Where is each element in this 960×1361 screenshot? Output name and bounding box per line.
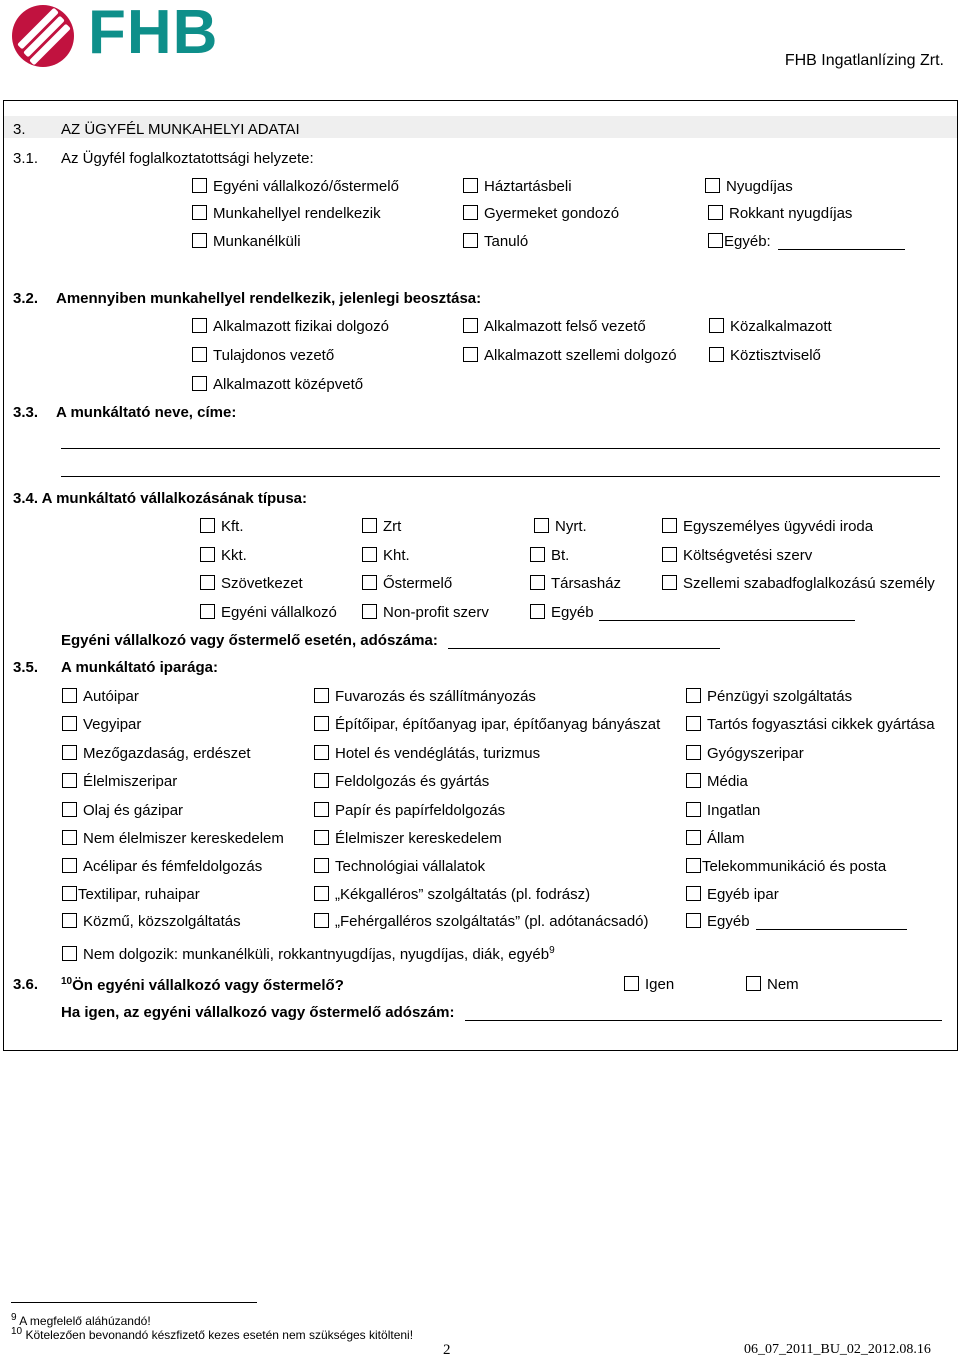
industry-option[interactable]: Élelmiszeripar — [62, 773, 177, 790]
logo-mark — [12, 5, 74, 67]
industry-option[interactable]: Hotel és vendéglátás, turizmus — [314, 745, 540, 762]
industry-other-line[interactable] — [756, 929, 907, 930]
document-code: 06_07_2011_BU_02_2012.08.16 — [744, 1342, 931, 1357]
employment-option[interactable]: Munkahellyel rendelkezik — [192, 205, 381, 222]
checkbox[interactable] — [314, 802, 329, 817]
industry-option[interactable]: Vegyipar — [62, 716, 141, 733]
company-type-option[interactable]: Költségvetési szerv — [662, 547, 812, 564]
checkbox[interactable] — [686, 773, 701, 788]
checkbox[interactable] — [200, 518, 215, 533]
checkbox[interactable] — [686, 858, 701, 873]
checkbox[interactable] — [686, 913, 701, 928]
checkbox[interactable] — [200, 604, 215, 619]
industry-option[interactable]: Ingatlan — [686, 802, 760, 819]
industry-option[interactable]: Gyógyszeripar — [686, 745, 804, 762]
position-option[interactable]: Tulajdonos vezető — [192, 347, 334, 364]
checkbox[interactable] — [686, 745, 701, 760]
section-3-5-title: A munkáltató iparága: — [61, 659, 218, 676]
employment-option-other[interactable]: Egyéb: — [708, 233, 771, 250]
checkbox[interactable] — [192, 205, 207, 220]
checkbox[interactable] — [708, 233, 723, 248]
company-type-option[interactable]: Bt. — [530, 547, 569, 564]
industry-option[interactable]: „Kékgalléros” szolgáltatás (pl. fodrász) — [314, 886, 590, 903]
tax-number-label: Ha igen, az egyéni vállalkozó vagy őstermelő adószám: — [61, 1004, 455, 1021]
checkbox[interactable] — [62, 802, 77, 817]
industry-option[interactable]: Acélipar és fémfeldolgozás — [62, 858, 262, 875]
checkbox[interactable] — [200, 575, 215, 590]
industry-option[interactable]: Állam — [686, 830, 745, 847]
position-option[interactable]: Köztisztviselő — [709, 347, 821, 364]
industry-option-other[interactable]: Egyéb — [686, 913, 750, 930]
position-option[interactable]: Alkalmazott felső vezető — [463, 318, 646, 335]
section-3-number: 3. — [13, 121, 26, 138]
checkbox[interactable] — [662, 518, 677, 533]
checkbox[interactable] — [530, 575, 545, 590]
company-type-option[interactable]: Szövetkezet — [200, 575, 303, 592]
checkbox[interactable] — [463, 318, 478, 333]
checkbox[interactable] — [192, 233, 207, 248]
checkbox[interactable] — [192, 178, 207, 193]
checkbox[interactable] — [686, 886, 701, 901]
checkbox[interactable] — [530, 604, 545, 619]
checkbox[interactable] — [62, 830, 77, 845]
section-3-title: AZ ÜGYFÉL MUNKAHELYI ADATAI — [61, 121, 300, 138]
industry-option[interactable]: Textilipar, ruhaipar — [62, 886, 200, 903]
checkbox[interactable] — [200, 547, 215, 562]
footnote-9: $^9$ A megfelelő aláhúzandó! — [11, 1312, 151, 1328]
page-number: 2 — [443, 1342, 451, 1358]
checkbox[interactable] — [314, 858, 329, 873]
industry-option[interactable]: „Fehérgalléros szolgáltatás” (pl. adótanácsadó) — [314, 913, 649, 930]
checkbox[interactable] — [662, 575, 677, 590]
section-3-1-title: Az Ügyfél foglalkoztatottsági helyzete: — [61, 150, 314, 167]
sole-trader-tax-line[interactable] — [448, 648, 720, 649]
company-type-option[interactable]: Non-profit szerv — [362, 604, 489, 621]
industry-option[interactable]: Mezőgazdaság, erdészet — [62, 745, 251, 762]
checkbox[interactable] — [530, 547, 545, 562]
not-working-option[interactable]: Nem dolgozik: munkanélküli, rokkantnyugdíjas, nyugdíjas, diák, egyéb$^9$ — [62, 945, 555, 963]
section-3-3-title: A munkáltató neve, címe: — [56, 404, 237, 421]
checkbox[interactable] — [192, 347, 207, 362]
industry-option[interactable]: Pénzügyi szolgáltatás — [686, 688, 852, 705]
company-type-option[interactable]: Kft. — [200, 518, 244, 535]
industry-option[interactable]: Építőipar, építőanyag ipar, építőanyag bányászat — [314, 716, 660, 733]
section-3-6-question: $^{10}$Ön egyéni vállalkozó vagy őstermelő? — [61, 976, 344, 994]
checkbox[interactable] — [62, 913, 77, 928]
checkbox[interactable] — [314, 716, 329, 731]
industry-option[interactable]: Technológiai vállalatok — [314, 858, 485, 875]
section-3-6-number: 3.6. — [13, 976, 39, 993]
checkbox[interactable] — [362, 518, 377, 533]
section-3-2-title: Amennyiben munkahellyel rendelkezik, jelenlegi beosztása: — [56, 290, 482, 307]
checkbox[interactable] — [62, 858, 77, 873]
checkbox[interactable] — [746, 976, 761, 991]
company-type-other-line[interactable] — [599, 620, 855, 621]
section-3-3-number: 3.3. — [13, 404, 39, 421]
company-type-option[interactable]: Őstermelő — [362, 575, 452, 592]
tax-number-line[interactable] — [465, 1020, 942, 1021]
industry-option[interactable]: Papír és papírfeldolgozás — [314, 802, 505, 819]
checkbox[interactable] — [362, 604, 377, 619]
employer-input-line-1[interactable] — [61, 448, 940, 449]
checkbox[interactable] — [705, 178, 720, 193]
employment-option[interactable]: Tanuló — [463, 233, 528, 250]
checkbox[interactable] — [314, 688, 329, 703]
checkbox[interactable] — [686, 830, 701, 845]
company-type-option[interactable]: Nyrt. — [534, 518, 587, 535]
checkbox[interactable] — [314, 886, 329, 901]
industry-option[interactable]: Tartós fogyasztási cikkek gyártása — [686, 716, 935, 733]
position-option[interactable]: Alkalmazott szellemi dolgozó — [463, 347, 677, 364]
industry-option[interactable]: Egyéb ipar — [686, 886, 779, 903]
position-option[interactable]: Közalkalmazott — [709, 318, 832, 335]
checkbox[interactable] — [62, 946, 77, 961]
checkbox[interactable] — [62, 688, 77, 703]
checkbox[interactable] — [314, 830, 329, 845]
employment-option[interactable]: Egyéni vállalkozó/őstermelő — [192, 178, 399, 195]
checkbox[interactable] — [463, 205, 478, 220]
industry-option[interactable]: Nem élelmiszer kereskedelem — [62, 830, 284, 847]
checkbox[interactable] — [662, 547, 677, 562]
position-option[interactable]: Alkalmazott középvető — [192, 376, 363, 393]
checkbox[interactable] — [463, 347, 478, 362]
checkbox[interactable] — [463, 233, 478, 248]
industry-option[interactable]: Feldolgozás és gyártás — [314, 773, 489, 790]
checkbox[interactable] — [686, 716, 701, 731]
checkbox[interactable] — [192, 318, 207, 333]
checkbox[interactable] — [709, 318, 724, 333]
section-3-5-number: 3.5. — [13, 659, 39, 676]
company-type-option[interactable]: Társasház — [530, 575, 621, 592]
sole-trader-tax-label: Egyéni vállalkozó vagy őstermelő esetén, adószáma: — [61, 632, 438, 649]
industry-option[interactable]: Élelmiszer kereskedelem — [314, 830, 502, 847]
checkbox[interactable] — [534, 518, 549, 533]
employment-option[interactable]: Háztartásbeli — [463, 178, 572, 195]
section-3-1-number: 3.1. — [13, 150, 39, 167]
yes-option[interactable]: Igen — [624, 976, 674, 993]
company-type-option[interactable]: Kkt. — [200, 547, 247, 564]
company-type-option[interactable]: Kht. — [362, 547, 410, 564]
employment-option[interactable]: Munkanélküli — [192, 233, 301, 250]
logo-text: FHB — [88, 0, 219, 67]
checkbox[interactable] — [314, 913, 329, 928]
company-type-option[interactable]: Egyszemélyes ügyvédi iroda — [662, 518, 873, 535]
employment-option[interactable]: Rokkant nyugdíjas — [708, 205, 852, 222]
checkbox[interactable] — [314, 773, 329, 788]
checkbox[interactable] — [708, 205, 723, 220]
company-type-option[interactable]: Szellemi szabadfoglalkozású személy — [662, 575, 935, 592]
employment-option[interactable]: Gyermeket gondozó — [463, 205, 619, 222]
checkbox[interactable] — [62, 886, 77, 901]
company-type-option-other[interactable]: Egyéb — [530, 604, 594, 621]
checkbox[interactable] — [192, 376, 207, 391]
footnote-ref-9: 9 — [549, 945, 555, 956]
checkbox[interactable] — [314, 745, 329, 760]
footnote-10: $^{10}$ Kötelezően bevonandó készfizető kezes esetén nem szükséges kitölteni! — [11, 1326, 414, 1342]
company-type-option[interactable]: Egyéni vállalkozó — [200, 604, 337, 621]
checkbox[interactable] — [686, 802, 701, 817]
footnote-separator — [11, 1302, 257, 1303]
checkbox[interactable] — [463, 178, 478, 193]
other-input-line[interactable] — [778, 249, 905, 250]
industry-option[interactable]: Olaj és gázipar — [62, 802, 183, 819]
section-3-2-number: 3.2. — [13, 290, 39, 307]
company-name: FHB Ingatlanlízing Zrt. — [784, 52, 944, 69]
section-3-4-title: 3.4. A munkáltató vállalkozásának típusa: — [13, 490, 307, 507]
checkbox[interactable] — [624, 976, 639, 991]
footnote-ref-10: 10 — [61, 976, 73, 987]
checkbox[interactable] — [62, 716, 77, 731]
no-option[interactable]: Nem — [746, 976, 799, 993]
position-option[interactable]: Alkalmazott fizikai dolgozó — [192, 318, 389, 335]
checkbox[interactable] — [62, 773, 77, 788]
checkbox[interactable] — [709, 347, 724, 362]
industry-option[interactable]: Közmű, közszolgáltatás — [62, 913, 241, 930]
checkbox[interactable] — [362, 547, 377, 562]
industry-option[interactable]: Telekommunikáció és posta — [686, 858, 886, 875]
employer-input-line-2[interactable] — [61, 476, 940, 477]
checkbox[interactable] — [362, 575, 377, 590]
industry-option[interactable]: Fuvarozás és szállítmányozás — [314, 688, 536, 705]
industry-option[interactable]: Autóipar — [62, 688, 139, 705]
company-type-option[interactable]: Zrt — [362, 518, 401, 535]
employment-option[interactable]: Nyugdíjas — [705, 178, 793, 195]
industry-option[interactable]: Média — [686, 773, 748, 790]
checkbox[interactable] — [62, 745, 77, 760]
checkbox[interactable] — [686, 688, 701, 703]
